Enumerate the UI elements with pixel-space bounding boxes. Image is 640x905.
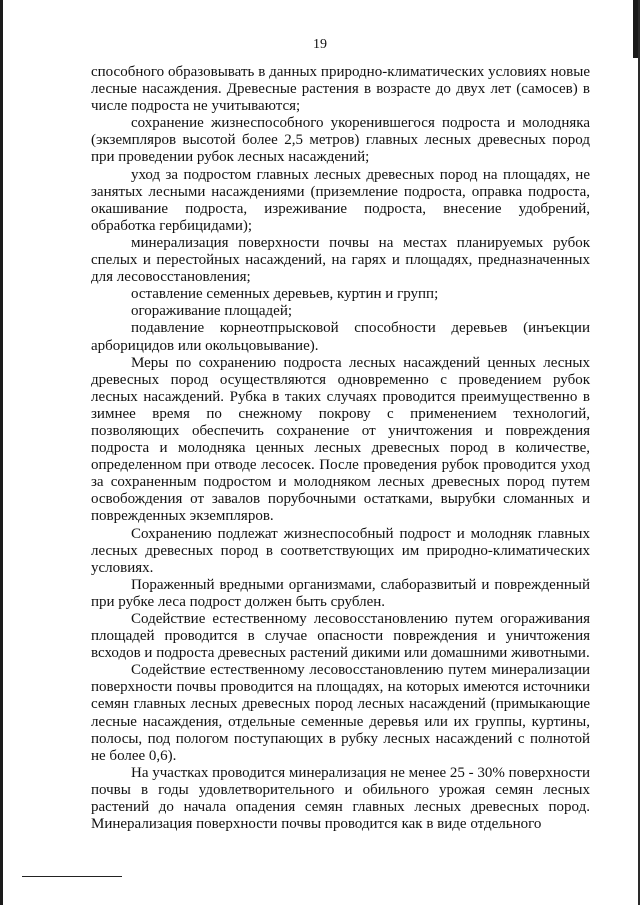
paragraph: подавление корнеотпрысковой способности деревьев (инъекции арборицидов или окольцовывание). [91, 320, 590, 354]
paragraph: оставление семенных деревьев, куртин и групп; [131, 286, 439, 303]
paragraph: Содействие естественному лесовосстановлению путем минерализации поверхности почвы проводится на площадях, на которых имеются источники семян главных лесных древесных пород лесных насаждений (примыкающие лесные насаждения, отдельные семенные деревья или их группы, куртины, полосы, под пологом поступающих в рубку лесных насаждений с полнотой не более 0,6). [91, 662, 590, 764]
paragraph: Пораженный вредными организмами, слаборазвитый и поврежденный при рубке леса подрост должен быть срублен. [91, 576, 590, 610]
footer-rule [22, 876, 122, 877]
paragraph: сохранение жизнеспособного укоренившегося подроста и молодняка (экземпляров высотой более 2,5 метров) главных лесных древесных пород при проведении рубок лесных насаждений; [91, 115, 590, 166]
body-text [91, 64, 590, 833]
paragraph: уход за подростом главных лесных древесных пород на площадях, не занятых лесными насаждениями (приземление подроста, оправка подроста, окашивание подроста, изреживание подроста, внесение удобрений, обработка гербицидами); [91, 166, 590, 234]
scan-edge-left [0, 0, 3, 905]
page-number: 19 [313, 37, 327, 52]
paragraph: На участках проводится минерализация не менее 25 - 30% поверхности почвы в годы удовлетворительного и обильного урожая семян лесных растений до начала опадения семян главных лесных древесных пород. Минерализация поверхности почвы проводится как в виде отдельного [91, 764, 590, 833]
paragraph: способного образовывать в данных природно-климатических условиях новые лесные насаждения. Древесные растения в возрасте до двух лет (самосев) в числе подроста не учитываются; [91, 64, 590, 115]
paragraph: Содействие естественному лесовосстановлению путем огораживания площадей проводится в случае опасности повреждения и уничтожения всходов и подроста древесных растений дикими или домашними животными. [91, 611, 590, 662]
paragraph: минерализация поверхности почвы на местах планируемых рубок спелых и перестойных насаждений, на гарях и площадях, предназначенных для лесовосстановления; [91, 234, 590, 286]
paragraph: Сохранению подлежат жизнеспособный подрост и молодняк главных лесных древесных пород в соответствующих им природно-климатических условиях. [91, 525, 590, 576]
paragraph: Меры по сохранению подроста лесных насаждений ценных лесных древесных пород осуществляются одновременно с проведением рубок лесных насаждений. Рубка в таких случаях проводится преимущественно в зимнее время по снежному покрову с применением технологий, позволяющих обеспечить сохранение от уничтожения и повреждения подроста и молодняка ценных лесных древесных пород в количестве, определенном при отводе лесосек. После проведения рубок проводится уход за сохраненным подростом и молодняком лесных древесных пород путем освобождения от завалов порубочными остатками, вырубки сломанных и поврежденных экземпляров. [91, 354, 590, 525]
paragraph: огораживание площадей; [131, 303, 293, 320]
